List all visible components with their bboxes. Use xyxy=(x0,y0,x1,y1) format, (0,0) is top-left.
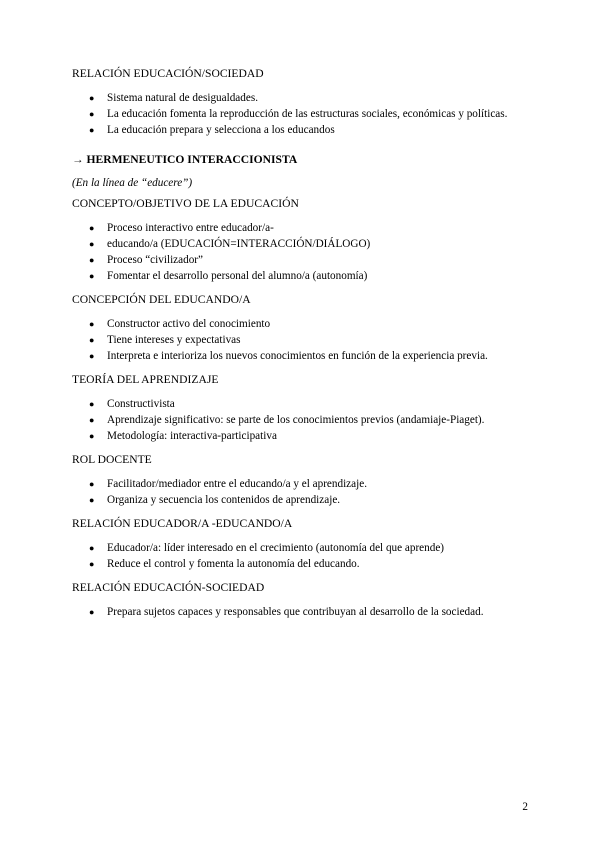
list-item xyxy=(72,237,528,252)
bullet-icon: ● xyxy=(89,335,95,345)
section-concepcion-educando xyxy=(72,292,528,364)
section-heading: RELACIÓN EDUCACIÓN-SOCIEDAD xyxy=(72,581,265,594)
bullet-icon: ● xyxy=(89,607,95,617)
bullet-icon: ● xyxy=(89,239,95,249)
bullet-list xyxy=(72,91,528,138)
bullet-icon: ● xyxy=(89,351,95,361)
list-item-text: La educación prepara y selecciona a los educandos xyxy=(107,124,335,136)
list-item-text: Reduce el control y fomenta la autonomía del educando. xyxy=(107,558,360,570)
list-item-text: Organiza y secuencia los contenidos de aprendizaje. xyxy=(107,494,341,506)
list-item-text: Proceso interactivo entre educador/a- xyxy=(107,222,274,234)
bullet-icon: ● xyxy=(89,223,95,233)
bullet-icon: ● xyxy=(89,431,95,441)
bullet-icon: ● xyxy=(89,399,95,409)
list-item xyxy=(72,333,528,348)
bullet-list xyxy=(72,541,528,572)
section-heading: TEORÍA DEL APRENDIZAJE xyxy=(72,373,219,386)
section-teoria-aprendizaje xyxy=(72,372,528,444)
list-item-text: Interpreta e interioriza los nuevos conocimientos en función de la experiencia previa. xyxy=(107,350,488,362)
list-item-text: Constructivista xyxy=(107,398,175,410)
list-item xyxy=(72,557,528,572)
list-item-text: Metodología: interactiva-participativa xyxy=(107,430,277,442)
list-item-text: Educador/a: líder interesado en el crecimiento (autonomía del que aprende) xyxy=(107,542,445,554)
list-item xyxy=(72,253,528,268)
list-item xyxy=(72,91,528,106)
list-item-text: Facilitador/mediador entre el educando/a y el aprendizaje. xyxy=(107,478,367,490)
list-item xyxy=(72,221,528,236)
list-item xyxy=(72,429,528,444)
bullet-icon: ● xyxy=(89,255,95,265)
bullet-icon: ● xyxy=(89,109,95,119)
bullet-list xyxy=(72,477,528,508)
bullet-icon: ● xyxy=(89,319,95,329)
bullet-icon: ● xyxy=(89,415,95,425)
list-item xyxy=(72,605,528,620)
list-item-text: Sistema natural de desigualdades. xyxy=(107,92,258,104)
section-rol-docente xyxy=(72,452,528,508)
bullet-icon: ● xyxy=(89,495,95,505)
list-item-text: Fomentar el desarrollo personal del alumno/a (autonomía) xyxy=(107,270,368,282)
section-heading: RELACIÓN EDUCADOR/A -EDUCANDO/A xyxy=(72,517,293,530)
list-item xyxy=(72,493,528,508)
list-item xyxy=(72,107,528,122)
document-page xyxy=(72,66,528,628)
bullet-icon: ● xyxy=(89,479,95,489)
section-relacion-educador-educando xyxy=(72,516,528,572)
section-heading: RELACIÓN EDUCACIÓN/SOCIEDAD xyxy=(72,67,264,80)
bullet-list xyxy=(72,221,528,284)
list-item xyxy=(72,317,528,332)
page-number: 2 xyxy=(522,801,528,813)
section-relacion-educacion-sociedad-2 xyxy=(72,580,528,620)
section-heading: ROL DOCENTE xyxy=(72,453,152,466)
list-item xyxy=(72,413,528,428)
list-item xyxy=(72,477,528,492)
list-item-text: La educación fomenta la reproducción de las estructuras sociales, económicas y políticas. xyxy=(107,108,508,120)
bullet-icon: ● xyxy=(89,543,95,553)
bullet-list xyxy=(72,605,528,620)
list-item-text: Prepara sujetos capaces y responsables que contribuyan al desarrollo de la sociedad. xyxy=(107,606,484,618)
list-item xyxy=(72,269,528,284)
bullet-icon: ● xyxy=(89,93,95,103)
list-item-text: Proceso “civilizador” xyxy=(107,254,203,266)
model-title: → HERMENEUTICO INTERACCIONISTA xyxy=(72,153,298,166)
section-relacion-educacion-sociedad xyxy=(72,66,528,138)
list-item xyxy=(72,123,528,138)
list-item xyxy=(72,541,528,556)
list-item xyxy=(72,349,528,364)
list-item-text: educando/a (EDUCACIÓN=INTERACCIÓN/DIÁLOGO) xyxy=(107,238,371,250)
list-item-text: Tiene intereses y expectativas xyxy=(107,334,241,346)
bullet-list xyxy=(72,397,528,444)
list-item-text: Aprendizaje significativo: se parte de los conocimientos previos (andamiaje-Piaget). xyxy=(107,414,485,426)
bullet-list xyxy=(72,317,528,364)
section-heading: CONCEPCIÓN DEL EDUCANDO/A xyxy=(72,293,251,306)
list-item-text: Constructor activo del conocimiento xyxy=(107,318,271,330)
bullet-icon: ● xyxy=(89,559,95,569)
section-heading: CONCEPTO/OBJETIVO DE LA EDUCACIÓN xyxy=(72,197,299,210)
model-note: (En la línea de “educere”) xyxy=(72,177,193,189)
bullet-icon: ● xyxy=(89,125,95,135)
list-item xyxy=(72,397,528,412)
bullet-icon: ● xyxy=(89,271,95,281)
section-concepto-objetivo xyxy=(72,196,528,284)
